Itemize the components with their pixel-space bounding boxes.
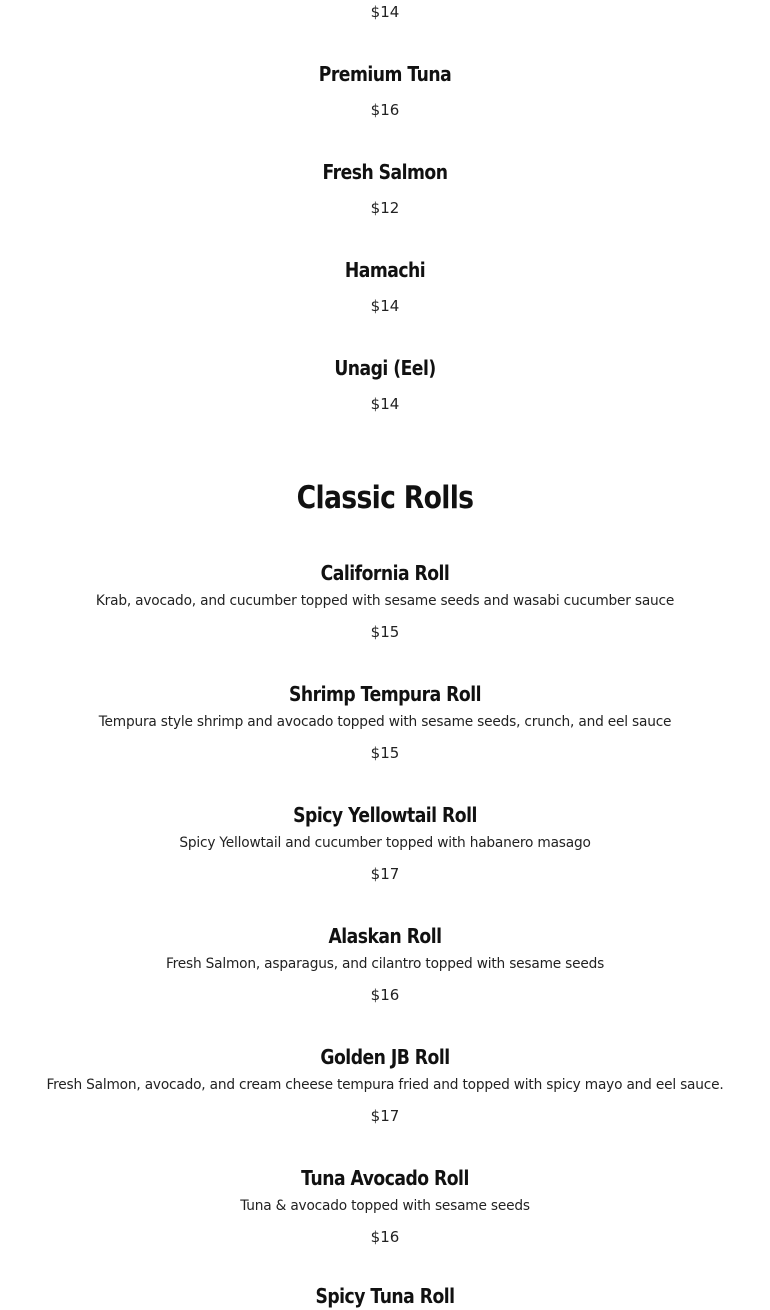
menu-item-description: Fresh Salmon, asparagus, and cilantro topped with sesame seeds	[165, 956, 605, 972]
menu-item-price: $14	[370, 395, 400, 413]
menu-item-price: $17	[370, 865, 400, 883]
menu-item-name: Hamachi	[344, 258, 426, 282]
menu-item-price: $16	[370, 986, 400, 1004]
menu-item-price: $17	[370, 1107, 400, 1125]
menu-item-price: $15	[370, 744, 400, 762]
menu-item-name: Fresh Salmon	[322, 160, 448, 184]
section-title-classic-rolls: Classic Rolls	[296, 480, 474, 516]
menu-item-price: $12	[370, 199, 400, 217]
menu-item-description: Spicy Yellowtail and cucumber topped with habanero masago	[179, 835, 591, 851]
menu-item-price: $14	[370, 297, 400, 315]
menu-item-name: Unagi (Eel)	[334, 356, 436, 380]
menu-item-name: Spicy Tuna Roll	[315, 1284, 455, 1308]
menu-item-price: $15	[370, 623, 400, 641]
menu-item-description: Krab, avocado, and cucumber topped with sesame seeds and wasabi cucumber sauce	[95, 593, 675, 609]
menu-item-name: California Roll	[320, 561, 450, 585]
menu-item-name: Shrimp Tempura Roll	[289, 682, 481, 706]
menu-item-name: Tuna Avocado Roll	[301, 1166, 469, 1190]
menu-item-description: Tuna & avocado topped with sesame seeds	[240, 1198, 530, 1214]
menu-item-name: Spicy Yellowtail Roll	[293, 803, 477, 827]
menu-item-name: Premium Tuna	[318, 62, 452, 86]
menu-item-name: Golden JB Roll	[320, 1045, 450, 1069]
menu-item-description: Fresh Salmon, avocado, and cream cheese tempura fried and topped with spicy mayo and eel sauce.	[46, 1077, 724, 1093]
menu-item-description: Tempura style shrimp and avocado topped with sesame seeds, crunch, and eel sauce	[98, 714, 672, 730]
menu-item-price: $16	[370, 1228, 400, 1246]
menu-item-name: Alaskan Roll	[328, 924, 442, 948]
menu-item-price: $16	[370, 101, 400, 119]
menu-item-price: $14	[370, 3, 400, 21]
